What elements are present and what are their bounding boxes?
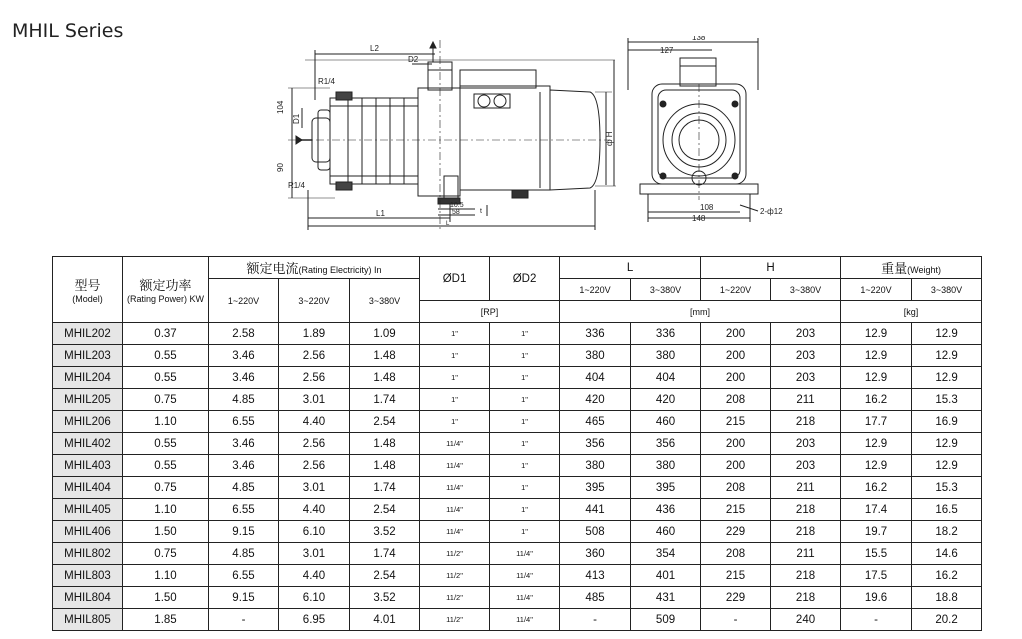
- table-cell: 509: [631, 609, 701, 631]
- table-cell: 0.55: [123, 367, 209, 389]
- table-cell: 1": [490, 521, 560, 543]
- table-cell: 215: [701, 565, 771, 587]
- header-current-v2: 3~220V: [279, 279, 350, 323]
- table-cell: 11/2": [420, 587, 490, 609]
- table-row: [53, 433, 982, 455]
- table-cell: 11/4": [420, 521, 490, 543]
- table-row: [53, 587, 982, 609]
- table-cell: 1.48: [350, 433, 420, 455]
- table-cell: 11/2": [420, 609, 490, 631]
- table-row: [53, 477, 982, 499]
- header-weight-v3: 3~380V: [912, 279, 982, 301]
- model-cell: MHIL404: [53, 477, 123, 499]
- header-l-v1: 1~220V: [560, 279, 631, 301]
- table-cell: 12.9: [841, 367, 912, 389]
- table-cell: 9.15: [209, 587, 279, 609]
- table-cell: 1.74: [350, 389, 420, 411]
- table-cell: 218: [771, 499, 841, 521]
- table-cell: 0.75: [123, 389, 209, 411]
- header-current: [209, 257, 420, 279]
- table-cell: 6.10: [279, 521, 350, 543]
- table-cell: 200: [701, 433, 771, 455]
- table-cell: 380: [560, 345, 631, 367]
- table-cell: 3.46: [209, 433, 279, 455]
- table-cell: 12.9: [912, 323, 982, 345]
- model-cell: MHIL204: [53, 367, 123, 389]
- table-cell: 15.5: [841, 543, 912, 565]
- table-row: [53, 345, 982, 367]
- table-cell: 203: [771, 367, 841, 389]
- header-unit-kg: [kg]: [841, 301, 982, 323]
- header-model-cn: 型号: [74, 279, 101, 294]
- table-cell: 1.10: [123, 499, 209, 521]
- table-cell: 2.56: [279, 367, 350, 389]
- pump-technical-drawing: [276, 36, 796, 236]
- table-cell: 441: [560, 499, 631, 521]
- dim-58: 58: [452, 209, 460, 216]
- table-cell: 16.2: [841, 389, 912, 411]
- table-row: [53, 323, 982, 345]
- dim-148: 148: [692, 214, 706, 223]
- table-cell: 15.3: [912, 477, 982, 499]
- dim-h90: 90: [276, 163, 285, 172]
- table-cell: 380: [631, 455, 701, 477]
- header-h: H: [701, 257, 841, 279]
- table-cell: 2.54: [350, 565, 420, 587]
- header-d2: ØD2: [490, 257, 560, 301]
- table-cell: 4.85: [209, 389, 279, 411]
- table-cell: 1": [490, 411, 560, 433]
- table-cell: 1": [490, 499, 560, 521]
- table-row: [53, 455, 982, 477]
- header-h-v3: 3~380V: [771, 279, 841, 301]
- dim-t: t: [480, 208, 482, 215]
- table-cell: -: [701, 609, 771, 631]
- table-cell: 12.9: [912, 367, 982, 389]
- dim-l2: L2: [370, 44, 379, 53]
- dim-d1: D1: [292, 113, 301, 124]
- table-cell: 336: [631, 323, 701, 345]
- table-cell: 200: [701, 367, 771, 389]
- table-cell: 4.40: [279, 411, 350, 433]
- table-cell: 4.85: [209, 477, 279, 499]
- dim-l: L: [446, 221, 450, 227]
- table-cell: 17.4: [841, 499, 912, 521]
- table-cell: 208: [701, 543, 771, 565]
- table-cell: 465: [560, 411, 631, 433]
- header-current-v3: 3~380V: [350, 279, 420, 323]
- table-cell: 12.9: [912, 345, 982, 367]
- table-cell: 1.74: [350, 543, 420, 565]
- table-cell: -: [841, 609, 912, 631]
- header-l-v3: 3~380V: [631, 279, 701, 301]
- table-cell: 1.09: [350, 323, 420, 345]
- table-cell: 18.2: [912, 521, 982, 543]
- table-cell: 1": [490, 477, 560, 499]
- table-cell: 11/4": [420, 433, 490, 455]
- table-cell: 1": [420, 323, 490, 345]
- table-cell: 356: [560, 433, 631, 455]
- spec-table-body: [53, 323, 982, 631]
- header-current-en: (Rating Electricity) In: [298, 265, 382, 275]
- table-cell: 15.3: [912, 389, 982, 411]
- table-cell: 12.9: [841, 433, 912, 455]
- table-cell: 1": [420, 345, 490, 367]
- table-cell: 240: [771, 609, 841, 631]
- dim-108: 108: [700, 203, 714, 212]
- table-cell: 12.9: [841, 345, 912, 367]
- table-cell: 200: [701, 345, 771, 367]
- table-cell: 215: [701, 411, 771, 433]
- table-cell: 11/4": [420, 499, 490, 521]
- table-cell: 1": [420, 411, 490, 433]
- table-cell: 218: [771, 565, 841, 587]
- dim-l1: L1: [376, 209, 385, 218]
- table-cell: 211: [771, 389, 841, 411]
- dim-phi-h: ф H: [605, 131, 614, 146]
- table-cell: 1.48: [350, 367, 420, 389]
- table-cell: 460: [631, 411, 701, 433]
- table-cell: 3.01: [279, 543, 350, 565]
- table-cell: 2.56: [279, 345, 350, 367]
- table-cell: 508: [560, 521, 631, 543]
- table-cell: 420: [631, 389, 701, 411]
- table-cell: 11/4": [490, 543, 560, 565]
- table-row: [53, 565, 982, 587]
- table-cell: 12.9: [841, 455, 912, 477]
- model-cell: MHIL805: [53, 609, 123, 631]
- model-cell: MHIL804: [53, 587, 123, 609]
- table-row: [53, 521, 982, 543]
- table-cell: 404: [560, 367, 631, 389]
- table-cell: 1": [490, 367, 560, 389]
- header-model: [53, 257, 123, 323]
- table-cell: 11/4": [490, 609, 560, 631]
- table-cell: 360: [560, 543, 631, 565]
- table-row: [53, 499, 982, 521]
- table-cell: 2.58: [209, 323, 279, 345]
- table-cell: 19.6: [841, 587, 912, 609]
- table-cell: 6.10: [279, 587, 350, 609]
- table-cell: 200: [701, 323, 771, 345]
- table-cell: 211: [771, 477, 841, 499]
- table-cell: 3.01: [279, 389, 350, 411]
- header-model-en: (Model): [72, 294, 103, 304]
- table-row: [53, 389, 982, 411]
- table-row: [53, 367, 982, 389]
- table-cell: 1": [490, 389, 560, 411]
- header-current-v1: 1~220V: [209, 279, 279, 323]
- table-cell: 1.85: [123, 609, 209, 631]
- table-cell: 9.15: [209, 521, 279, 543]
- model-cell: MHIL406: [53, 521, 123, 543]
- dim-r14-bottom: R1/4: [288, 181, 305, 190]
- table-cell: 11/4": [490, 565, 560, 587]
- table-cell: 16.9: [912, 411, 982, 433]
- table-cell: 2.56: [279, 433, 350, 455]
- table-cell: 12.9: [841, 323, 912, 345]
- table-cell: 1.10: [123, 411, 209, 433]
- dim-r14-top: R1/4: [318, 77, 335, 86]
- table-cell: 380: [631, 345, 701, 367]
- model-cell: MHIL202: [53, 323, 123, 345]
- table-cell: 0.75: [123, 477, 209, 499]
- table-cell: 11/4": [420, 455, 490, 477]
- table-cell: 1.89: [279, 323, 350, 345]
- header-unit-rp: [RP]: [420, 301, 560, 323]
- table-cell: 218: [771, 521, 841, 543]
- table-cell: 14.6: [912, 543, 982, 565]
- table-cell: 1": [490, 323, 560, 345]
- table-cell: 16.2: [912, 565, 982, 587]
- table-cell: 203: [771, 345, 841, 367]
- header-l: L: [560, 257, 701, 279]
- table-cell: 19.7: [841, 521, 912, 543]
- header-weight-cn: 重量: [881, 262, 908, 277]
- table-cell: 436: [631, 499, 701, 521]
- header-weight: [841, 257, 982, 279]
- table-cell: 229: [701, 587, 771, 609]
- header-current-cn: 额定电流: [246, 262, 299, 277]
- table-cell: 0.37: [123, 323, 209, 345]
- table-cell: 208: [701, 477, 771, 499]
- table-cell: 16.5: [912, 499, 982, 521]
- dim-holes: 2-ф12: [760, 207, 783, 216]
- model-cell: MHIL402: [53, 433, 123, 455]
- model-cell: MHIL803: [53, 565, 123, 587]
- header-weight-en: (Weight): [907, 265, 941, 275]
- dim-127: 127: [660, 46, 674, 55]
- table-cell: 485: [560, 587, 631, 609]
- table-row: [53, 411, 982, 433]
- table-cell: 1.10: [123, 565, 209, 587]
- table-cell: 11/2": [420, 543, 490, 565]
- table-cell: 20.2: [912, 609, 982, 631]
- table-cell: 1.50: [123, 587, 209, 609]
- table-cell: 3.52: [350, 521, 420, 543]
- table-cell: 2.54: [350, 499, 420, 521]
- table-cell: 336: [560, 323, 631, 345]
- table-cell: 1": [420, 367, 490, 389]
- table-cell: 1": [420, 389, 490, 411]
- table-cell: 413: [560, 565, 631, 587]
- table-cell: 431: [631, 587, 701, 609]
- table-cell: 229: [701, 521, 771, 543]
- table-cell: 404: [631, 367, 701, 389]
- table-cell: 208: [701, 389, 771, 411]
- spec-table: [52, 256, 982, 631]
- table-cell: 1.48: [350, 345, 420, 367]
- table-cell: 18.8: [912, 587, 982, 609]
- model-cell: MHIL802: [53, 543, 123, 565]
- table-cell: 0.55: [123, 345, 209, 367]
- table-cell: 1.50: [123, 521, 209, 543]
- page-title: MHIL Series: [12, 20, 124, 42]
- table-cell: 460: [631, 521, 701, 543]
- table-cell: -: [560, 609, 631, 631]
- table-cell: 203: [771, 323, 841, 345]
- table-cell: 354: [631, 543, 701, 565]
- table-cell: 4.85: [209, 543, 279, 565]
- table-cell: 1": [490, 345, 560, 367]
- dim-138: 138: [692, 36, 706, 42]
- table-cell: 218: [771, 411, 841, 433]
- table-row: [53, 543, 982, 565]
- header-power: [123, 257, 209, 323]
- table-cell: 17.5: [841, 565, 912, 587]
- table-cell: 1.48: [350, 455, 420, 477]
- dim-h104: 104: [276, 100, 285, 114]
- table-cell: 3.46: [209, 455, 279, 477]
- table-cell: 6.55: [209, 411, 279, 433]
- table-cell: 12.9: [912, 455, 982, 477]
- table-cell: 203: [771, 433, 841, 455]
- header-unit-mm: [mm]: [560, 301, 841, 323]
- header-power-cn: 额定功率: [139, 279, 192, 294]
- table-cell: 6.55: [209, 565, 279, 587]
- table-cell: 11/4": [490, 587, 560, 609]
- table-cell: 6.95: [279, 609, 350, 631]
- table-cell: 2.56: [279, 455, 350, 477]
- table-cell: 11/4": [420, 477, 490, 499]
- model-cell: MHIL203: [53, 345, 123, 367]
- table-cell: 3.01: [279, 477, 350, 499]
- table-cell: 0.75: [123, 543, 209, 565]
- dim-d2: D2: [408, 55, 419, 64]
- model-cell: MHIL206: [53, 411, 123, 433]
- table-cell: 4.01: [350, 609, 420, 631]
- table-cell: 420: [560, 389, 631, 411]
- table-cell: 0.55: [123, 455, 209, 477]
- table-cell: 395: [560, 477, 631, 499]
- table-cell: 16.2: [841, 477, 912, 499]
- table-cell: 215: [701, 499, 771, 521]
- table-cell: -: [209, 609, 279, 631]
- header-power-en: (Rating Power) KW: [126, 294, 205, 304]
- table-row: [53, 609, 982, 631]
- header-weight-v1: 1~220V: [841, 279, 912, 301]
- table-cell: 380: [560, 455, 631, 477]
- table-cell: 211: [771, 543, 841, 565]
- table-cell: 1.74: [350, 477, 420, 499]
- model-cell: MHIL405: [53, 499, 123, 521]
- table-cell: 11/2": [420, 565, 490, 587]
- table-cell: 401: [631, 565, 701, 587]
- header-h-v1: 1~220V: [701, 279, 771, 301]
- table-cell: 3.52: [350, 587, 420, 609]
- table-cell: 17.7: [841, 411, 912, 433]
- table-cell: 4.40: [279, 565, 350, 587]
- dim-10-5: 10.5: [450, 202, 464, 209]
- table-cell: 4.40: [279, 499, 350, 521]
- table-cell: 0.55: [123, 433, 209, 455]
- table-cell: 200: [701, 455, 771, 477]
- table-cell: 12.9: [912, 433, 982, 455]
- table-cell: 6.55: [209, 499, 279, 521]
- table-cell: 395: [631, 477, 701, 499]
- table-cell: 218: [771, 587, 841, 609]
- table-cell: 1": [490, 455, 560, 477]
- model-cell: MHIL403: [53, 455, 123, 477]
- table-cell: 203: [771, 455, 841, 477]
- table-cell: 3.46: [209, 367, 279, 389]
- table-cell: 356: [631, 433, 701, 455]
- table-cell: 2.54: [350, 411, 420, 433]
- header-d1: ØD1: [420, 257, 490, 301]
- table-cell: 3.46: [209, 345, 279, 367]
- model-cell: MHIL205: [53, 389, 123, 411]
- table-cell: 1": [490, 433, 560, 455]
